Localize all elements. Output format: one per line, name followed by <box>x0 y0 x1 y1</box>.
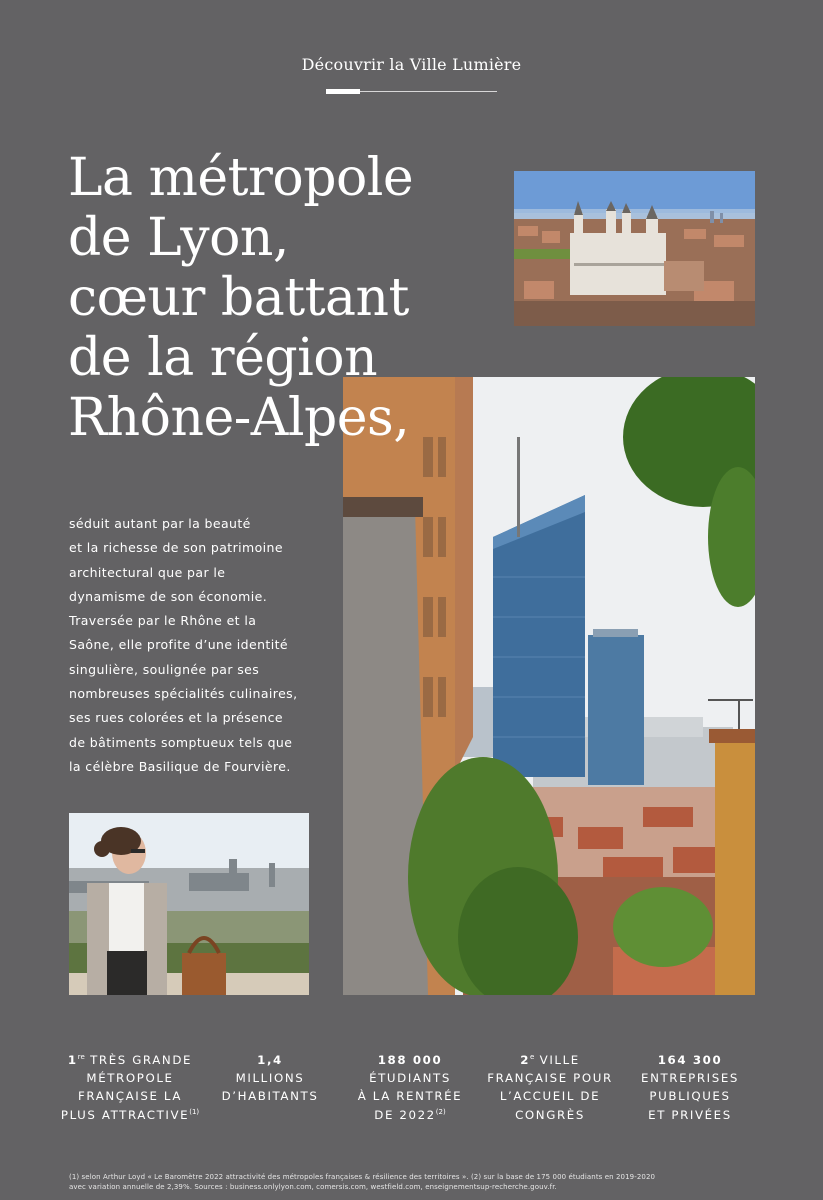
paragraph-line: séduit autant par la beauté <box>69 516 251 531</box>
skyline-photo <box>343 377 755 995</box>
eyebrow-heading: Découvrir la Ville Lumière <box>301 55 522 74</box>
paragraph-line: Saône, elle profite d’une identité <box>69 637 288 653</box>
footnote-line: (1) selon Arthur Loyd « Le Baromètre 2022 attractivité des métropoles françaises & résilience des territoires ». (2) sur la base de 175 000 étudiants en 2019-2020 <box>69 1173 656 1181</box>
main-title <box>68 148 468 448</box>
paragraph-line: singulière, soulignée par ses <box>69 661 260 677</box>
paragraph-line: de bâtiments somptueux tels que <box>69 734 293 750</box>
stat-desc: ENTREPRISES PUBLIQUES ET PRIVÉES <box>641 1071 739 1122</box>
stat-value: 1 <box>67 1053 78 1067</box>
paragraph-line: dynamisme de son économie. <box>69 588 268 604</box>
stat-desc: VILLE FRANÇAISE POUR L’ACCUEIL DE CONGRÈS <box>487 1053 613 1122</box>
paragraph-line: et la richesse de son patrimoine <box>69 540 283 556</box>
stat-value: 188 000 <box>377 1053 443 1067</box>
stat-desc: ÉTUDIANTS À LA RENTRÉE DE 2022 <box>357 1071 463 1122</box>
stat-ordinal: re <box>77 1053 85 1062</box>
paragraph-line: Traversée par le Rhône et la <box>69 613 257 629</box>
stat-value: 2 <box>520 1053 530 1067</box>
footnote-line: avec variation annuelle de 2,39%. Sources : business.onlylyon.com, comersis.com, westfield.com, enseignementsup-recherche.gouv.fr. <box>69 1182 557 1191</box>
intro-paragraph <box>69 512 329 779</box>
title-line: La métropole <box>68 148 414 208</box>
paragraph-line: nombreuses spécialités culinaires, <box>69 686 298 702</box>
stat-attractive-metropole <box>60 1051 200 1124</box>
footnote <box>69 1173 759 1192</box>
woman-photo <box>69 813 309 995</box>
stat-ordinal: e <box>530 1053 535 1062</box>
stat-companies <box>620 1051 760 1124</box>
stat-desc: MILLIONS D’HABITANTS <box>221 1071 319 1104</box>
stat-congress-city <box>480 1051 620 1124</box>
eyebrow-rule-accent <box>326 89 360 94</box>
paragraph-line: architectural que par le <box>69 564 226 580</box>
basilica-photo <box>514 171 755 326</box>
stat-students <box>340 1051 480 1124</box>
stat-value: 1,4 <box>257 1053 283 1067</box>
key-figures <box>60 1051 760 1124</box>
title-line: de la région <box>68 328 378 388</box>
stat-population <box>200 1051 340 1124</box>
paragraph-line: ses rues colorées et la présence <box>69 710 283 726</box>
stat-value: 164 300 <box>657 1053 723 1067</box>
title-line: Rhône-Alpes, <box>68 388 410 448</box>
stat-note: (1) <box>189 1107 200 1116</box>
stat-note: (2) <box>435 1107 446 1116</box>
title-line: de Lyon, <box>68 208 289 268</box>
paragraph-line: la célèbre Basilique de Fourvière. <box>69 758 291 774</box>
title-line: cœur battant <box>68 268 409 328</box>
stat-desc: TRÈS GRANDE MÉTROPOLE FRANÇAISE LA PLUS ATTRACTIVE <box>60 1053 193 1122</box>
